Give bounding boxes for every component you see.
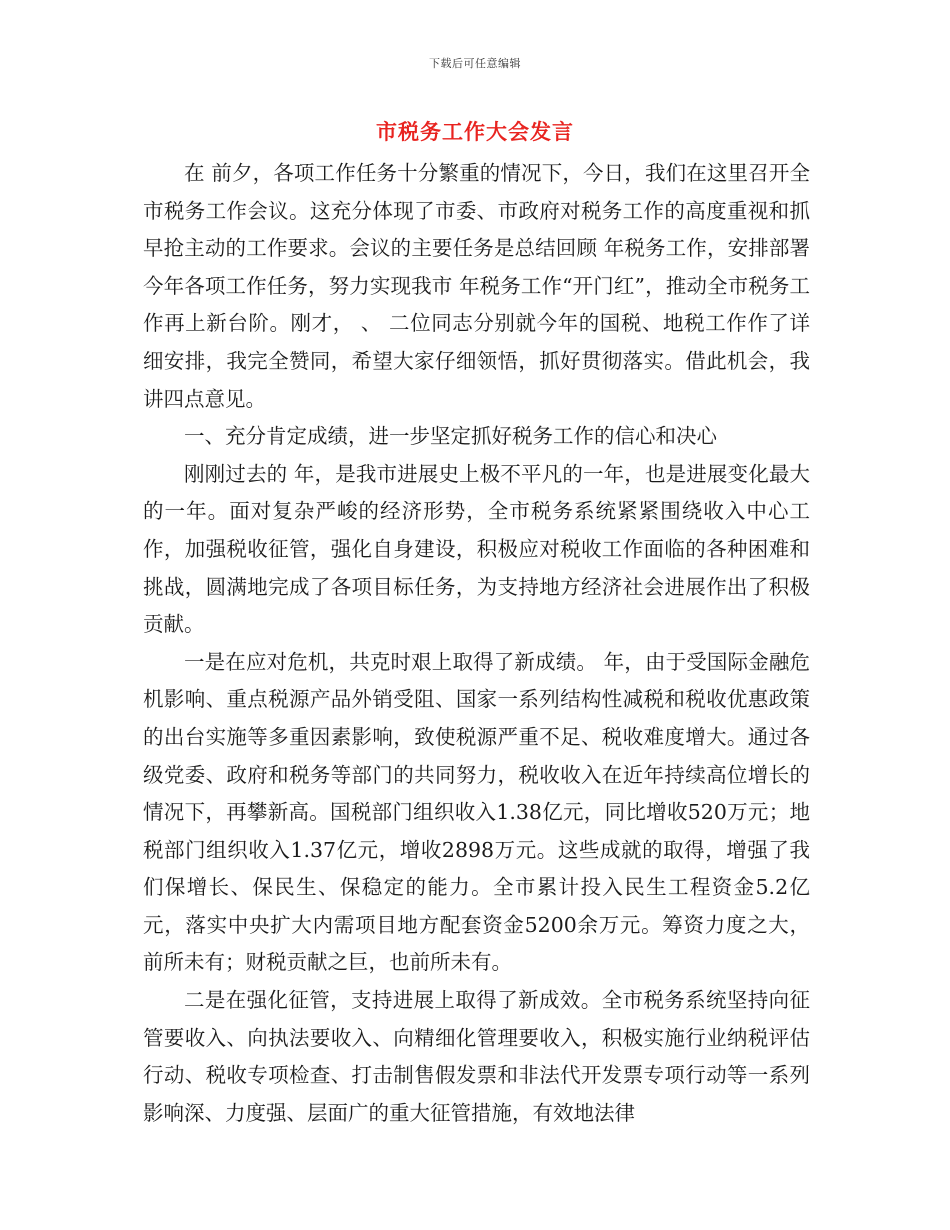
document-title: 市税务工作大会发言 [376,119,574,144]
paragraph-point-1: 一是在应对危机，共克时艰上取得了新成绩。 年，由于受国际金融危机影响、重点税源产品外销受阻、国家一系列结构性减税和税收优惠政策的出台实施等多重因素影响，致使税源严重不足、税收难度增大。通过各级党委、政府和税务等部门的共同努力，税收收入在近年持续高位增长的情况下，再攀新高。国税部门组织收入1.38亿元，同比增收520万元；地税部门组织收入1.37亿元，增收2898万元。这些成就的取得，增强了我们保增长、保民生、保稳定的能力。全市累计投入民生工程资金5.2亿元，落实中央扩大内需项目地方配套资金5200余万元。筹资力度之大，前所未有；财税贡献之巨，也前所未有。 [143,649,810,975]
paragraph-point-2: 二是在强化征管，支持进展上取得了新成效。全市税务系统坚持向征管要收入、向执法要收入、向精细化管理要收入，积极实施行业纳税评估行动、税收专项检查、打击制售假发票和非法代开发票专项行动等一系列影响深、力度强、层面广的重大征管措施，有效地法律 [143,988,810,1125]
section-heading-1: 一、充分肯定成绩，进一步坚定抓好税务工作的信心和决心 [184,424,717,449]
paragraph-review: 刚刚过去的 年，是我市进展史上极不平凡的一年，也是进展变化最大的一年。面对复杂严峻的经济形势，全市税务系统紧紧围绕收入中心工作，加强税收征管，强化自身建设，积极应对税收工作面临的各种困难和挑战，圆满地完成了各项目标任务，为支持地方经济社会进展作出了积极贡献。 [143,461,810,637]
document-body [143,155,810,1132]
header-note: 下载后可任意编辑 [429,57,521,70]
paragraph-intro: 在 前夕，各项工作任务十分繁重的情况下，今日，我们在这里召开全市税务工作会议。这充分体现了市委、市政府对税务工作的高度重视和抓早抢主动的工作要求。会议的主要任务是总结回顾 年税务工作，安排部署今年各项工作任务，努力实现我市 年税务工作“开门红”，推动全市税务工作再上新台阶。刚才， 、 二位同志分别就今年的国税、地税工作作了详细安排，我完全赞同，希望大家仔细领悟，抓好贯彻落实。借此机会，我讲四点意见。 [143,161,810,411]
